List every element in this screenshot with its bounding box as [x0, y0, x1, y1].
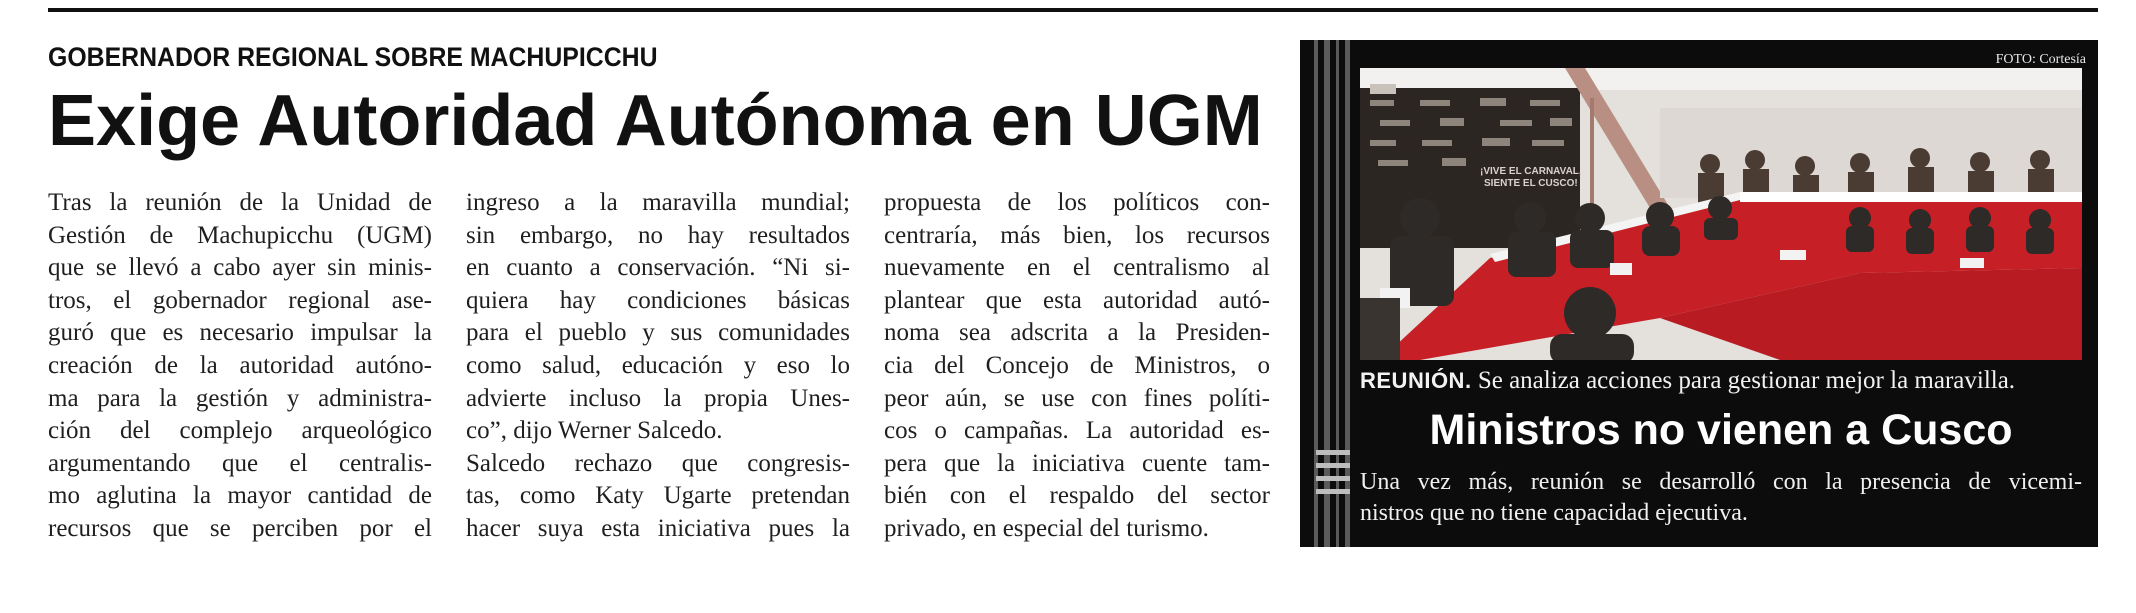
text-line: pera que la iniciativa cuente tam-: [884, 449, 1270, 477]
text-line: ma para la gestión y administra-: [48, 384, 432, 412]
banner-text-1: ¡VIVE EL CARNAVAL,: [1480, 166, 1582, 177]
article-column-1: [48, 187, 432, 546]
text-line: privado, en especial del turismo.: [884, 514, 1209, 542]
text-line: Salcedo rechazo que congresis-: [466, 449, 850, 477]
text-line: Gestión de Machupicchu (UGM): [48, 221, 432, 249]
sidebar-text: [1360, 467, 2082, 529]
text-line: peor aún, se use con fines políti-: [884, 384, 1270, 412]
text-line: Una vez más, reunión se desarrolló con la presencia de vicemi-: [1360, 469, 2082, 495]
text-line: argumentando que el centralis-: [48, 449, 432, 477]
text-line: Tras la reunión de la Unidad de: [48, 189, 432, 216]
text-line: recursos que se perciben por el: [48, 514, 432, 542]
text-line: mo aglutina la mayor cantidad de: [48, 482, 432, 510]
decorative-stripes: [1314, 40, 1356, 547]
kicker: GOBERNADOR REGIONAL SOBRE MACHUPICCHU: [48, 42, 658, 72]
text-line: plantear que esta autoridad autó-: [884, 286, 1270, 314]
text-line: cia del Concejo de Ministros, o: [884, 351, 1270, 379]
caption-text: Se analiza acciones para gestionar mejor la maravilla.: [1471, 367, 2016, 394]
text-line: ingreso a la maravilla mundial;: [466, 189, 850, 216]
text-line: ción del complejo arqueológico: [48, 417, 432, 445]
text-line: cos o campañas. La autoridad es-: [884, 417, 1270, 445]
meeting-photo: [1360, 68, 2082, 360]
text-line: nistros que no tiene capacidad ejecutiva.: [1360, 500, 1748, 526]
top-rule: [48, 8, 2098, 12]
text-line: tas, como Katy Ugarte pretendan: [466, 482, 850, 510]
text-line: como salud, educación y eso lo: [466, 351, 850, 379]
caption-lead: REUNIÓN.: [1360, 368, 1472, 393]
text-line: creación de la autoridad autóno-: [48, 351, 432, 379]
sidebar-box: [1300, 40, 2098, 547]
text-line: en cuanto a conservación. “Ni si-: [466, 254, 850, 282]
text-line: para el pueblo y sus comunidades: [466, 319, 850, 347]
text-line: hacer suya esta iniciativa pues la: [466, 514, 850, 542]
text-line: sin embargo, no hay resultados: [466, 221, 850, 249]
article-column-2: [466, 187, 850, 546]
text-line: co”, dijo Werner Salcedo.: [466, 417, 723, 445]
text-line: quiera hay condiciones básicas: [466, 286, 850, 314]
text-line: bién con el respaldo del sector: [884, 482, 1270, 510]
text-line: centraría, más bien, los recursos: [884, 221, 1270, 249]
photo-credit: FOTO: Cortesía: [1995, 52, 2086, 67]
text-line: nuevamente en el centralismo al: [884, 254, 1270, 282]
text-line: advierte incluso la propia Unes-: [466, 384, 850, 412]
text-line: que se llevó a cabo ayer sin minis-: [48, 254, 432, 282]
sidebar-title: Ministros no vienen a Cusco: [1429, 406, 2013, 454]
banner-text-2: SIENTE EL CUSCO!: [1484, 178, 1578, 189]
text-line: tros, el gobernador regional ase-: [48, 286, 432, 314]
headline: Exige Autoridad Autónoma en UGM: [48, 81, 1263, 161]
text-line: propuesta de los políticos con-: [884, 189, 1270, 216]
article-column-3: [884, 187, 1270, 546]
photo-caption: [1360, 365, 2090, 397]
text-line: guró que es necesario impulsar la: [48, 319, 432, 347]
text-line: noma sea adscrita a la Presiden-: [884, 319, 1270, 347]
